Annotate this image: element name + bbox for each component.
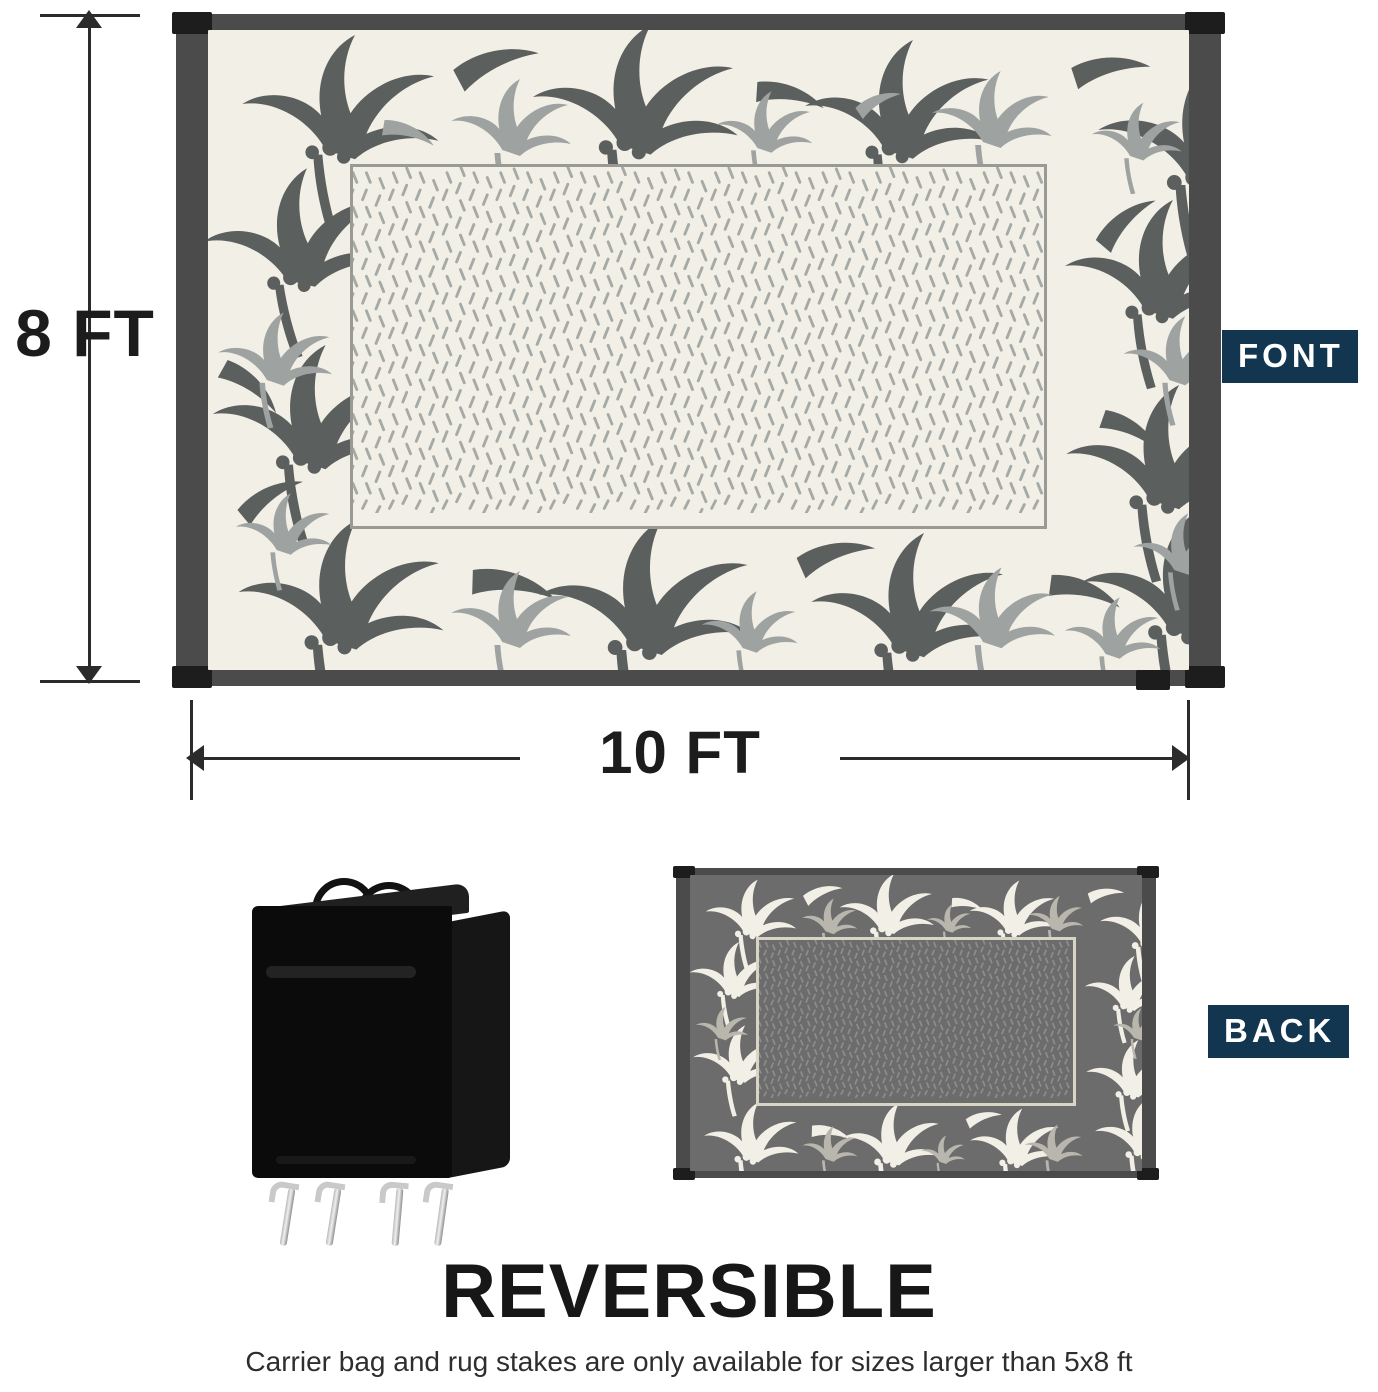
width-arrow-left-icon <box>186 745 204 771</box>
rug-stake-2-hook <box>314 1180 345 1206</box>
patio-mat-back <box>676 868 1156 1178</box>
mat-front-center-field <box>350 164 1047 529</box>
headline-reversible: REVERSIBLE <box>441 1249 937 1334</box>
rug-stake-3-hook <box>379 1181 409 1205</box>
mat-front-clamp-bottom-left <box>172 666 212 688</box>
mat-back-surface <box>690 875 1142 1171</box>
rug-stake-1-hook <box>268 1180 299 1206</box>
width-dimension-label: 10 FT <box>520 718 840 787</box>
patio-mat-front <box>176 14 1221 686</box>
height-arrow-down-icon <box>76 666 102 684</box>
mat-front-clamp-bottom-right <box>1185 666 1225 688</box>
carrier-bag-highlight-bottom <box>276 1156 416 1164</box>
carrier-bag-side-panel <box>448 910 510 1178</box>
footnote-text: Carrier bag and rug stakes are only available for sizes larger than 5x8 ft <box>245 1346 1133 1377</box>
rug-stakes-group <box>268 1176 498 1246</box>
mat-front-surface <box>208 30 1189 670</box>
status-badge-front: FONT <box>1222 330 1358 383</box>
height-dimension-label: 8 FT <box>15 296 155 370</box>
width-arrow-right-icon <box>1172 745 1190 771</box>
rug-stake-4-hook <box>423 1180 454 1206</box>
mat-back-stripe-texture <box>759 940 1074 1097</box>
mat-front-clamp-top-left <box>172 12 212 34</box>
carrier-bag-front-panel <box>252 906 452 1178</box>
carrier-bag-highlight-top <box>266 966 416 978</box>
carrier-bag <box>252 878 510 1178</box>
height-arrow-up-icon <box>76 10 102 28</box>
mat-front-clamp-top-right <box>1185 12 1225 34</box>
status-badge-back: BACK <box>1208 1005 1349 1058</box>
mat-front-stripe-texture <box>353 167 1044 512</box>
mat-front-clamp-bottom-inner <box>1136 670 1170 690</box>
mat-back-center-field <box>756 937 1077 1106</box>
